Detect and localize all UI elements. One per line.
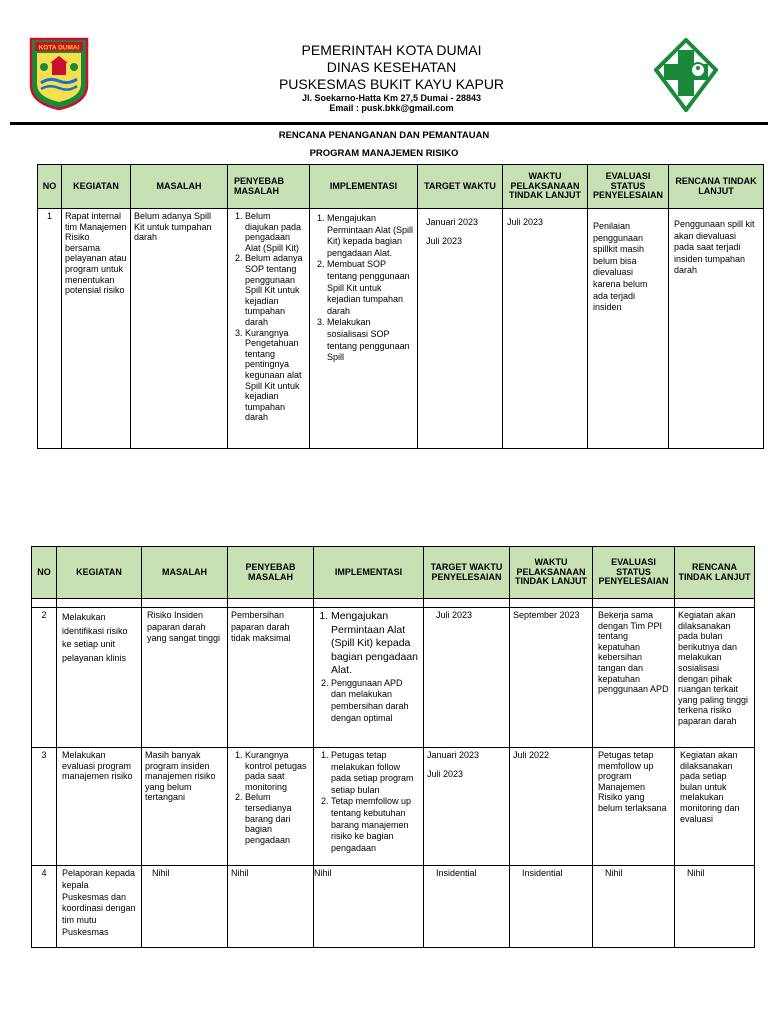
doc-subtitle: PROGRAM MANAJEMEN RISIKO bbox=[309, 148, 459, 159]
cell-rencana: Kegiatan akan dilaksanakan pada setiap bulan untuk melakukan monitoring dan evaluasi bbox=[675, 748, 755, 866]
col-header-implementasi: IMPLEMENTASI bbox=[310, 165, 418, 209]
target-date: Januari 2023 bbox=[426, 217, 479, 227]
col-header-waktu: WAKTU PELAKSANAAN TINDAK LANJUT bbox=[503, 165, 588, 209]
cell-implementasi bbox=[314, 748, 424, 866]
kota-dumai-emblem-icon bbox=[29, 37, 89, 111]
cell-penyebab: Nihil bbox=[228, 866, 314, 948]
list-item: 2. Penggunaan APD dan melakukan pembersihan darah dengan optimal bbox=[331, 678, 420, 725]
cell-penyebab bbox=[228, 209, 310, 449]
col-header-kegiatan: KEGIATAN bbox=[57, 547, 142, 599]
cell-no: 3 bbox=[32, 748, 57, 866]
col-header-penyebab: PENYEBAB MASALAH bbox=[228, 165, 310, 209]
table-row bbox=[32, 748, 755, 866]
cell-no: 1 bbox=[38, 209, 62, 449]
table-header-row bbox=[38, 165, 764, 209]
puskesmas-name: PUSKESMAS BUKIT KAYU KAPUR bbox=[278, 76, 505, 92]
list-item: 2. Belum tersedianya barang dari bagian pengadaan bbox=[245, 792, 310, 845]
cell-kegiatan: Rapat internal tim Manajemen Risiko bersama pelayanan atau program untuk menentukan potensial risiko bbox=[62, 209, 131, 449]
cell-penyebab: Pembersihan paparan darah tidak maksimal bbox=[228, 608, 314, 748]
cell-waktu: Juli 2023 bbox=[503, 209, 588, 449]
list-item: 3. Kurangnya Pengetahuan tentang pentingnya kegunaan alat Spill Kit untuk kejadian tumpahan darah bbox=[245, 328, 306, 423]
list-item: 1. Petugas tetap melakukan follow pada setiap program setiap bulan bbox=[331, 750, 420, 796]
col-header-no: NO bbox=[38, 165, 62, 209]
address: Jl. Soekarno-Hatta Km 27,5 Dumai - 28843 bbox=[301, 93, 482, 103]
cell-no: 4 bbox=[32, 866, 57, 948]
spacer-row bbox=[32, 599, 755, 608]
gov-name: PEMERINTAH KOTA DUMAI bbox=[301, 42, 482, 58]
cell-masalah: Masih banyak program insiden manajemen risiko yang belum tertangani bbox=[142, 748, 228, 866]
cell-kegiatan: Melakukan identifikasi risiko ke setiap unit pelayanan klinis bbox=[57, 608, 142, 748]
target-date: Januari 2023 bbox=[427, 750, 480, 760]
cell-rencana: Nihil bbox=[675, 866, 755, 948]
cell-masalah: Belum adanya Spill Kit untuk tumpahan darah bbox=[131, 209, 228, 449]
cell-target: Juli 2023 bbox=[424, 608, 510, 748]
list-item: 2. Membuat SOP tentang penggunaan Spill Kit untuk kejadian tumpahan darah bbox=[327, 259, 414, 317]
col-header-target: TARGET WAKTU PENYELESAIAN bbox=[424, 547, 510, 599]
target-date: Juli 2023 bbox=[427, 768, 464, 779]
cell-rencana: Penggunaan spill kit akan dievaluasi pada saat terjadi insiden tumpahan darah bbox=[669, 209, 764, 449]
col-header-penyebab: PENYEBAB MASALAH bbox=[228, 547, 314, 599]
cell-implementasi bbox=[310, 209, 418, 449]
list-item: 1. Kurangnya kontrol petugas pada saat monitoring bbox=[245, 750, 310, 792]
cell-evaluasi: Nihil bbox=[593, 866, 675, 948]
cell-evaluasi: Petugas tetap memfollow up program Manajemen Risiko yang belum terlaksana bbox=[593, 748, 675, 866]
col-header-masalah: MASALAH bbox=[142, 547, 228, 599]
cell-rencana: Kegiatan akan dilaksanakan pada bulan berikutnya dan melakukan sosialisasi dengan pihak ruangan terkait yang paling tinggi terkena risiko paparan darah bbox=[675, 608, 755, 748]
col-header-masalah: MASALAH bbox=[131, 165, 228, 209]
cell-implementasi bbox=[314, 608, 424, 748]
col-header-rencana: RENCANA TINDAK LANJUT bbox=[669, 165, 764, 209]
table-header-row bbox=[32, 547, 755, 599]
list-item: 1. Mengajukan Permintaan Alat (Spill Kit) kepada bagian pengadaan Alat. bbox=[331, 610, 420, 678]
col-header-kegiatan: KEGIATAN bbox=[62, 165, 131, 209]
risk-plan-table-1 bbox=[37, 164, 764, 449]
list-item: 3. Melakukan sosialisasi SOP tentang penggunaan Spill bbox=[327, 317, 414, 363]
col-header-evaluasi: EVALUASI STATUS PENYELESAIAN bbox=[593, 547, 675, 599]
cell-target bbox=[424, 748, 510, 866]
email: Email : pusk.bkk@gmail.com bbox=[329, 103, 454, 113]
header-divider bbox=[10, 122, 768, 125]
cell-target bbox=[418, 209, 503, 449]
cell-waktu: Insidential bbox=[510, 866, 593, 948]
cell-masalah: Nihil bbox=[142, 866, 228, 948]
list-item: 2. Belum adanya SOP tentang penggunaan Spill Kit untuk kejadian tumpahan darah bbox=[245, 253, 306, 327]
table-row bbox=[32, 866, 755, 948]
puskesmas-logo-icon bbox=[654, 38, 718, 112]
emblem-text: KOTA DUMAI bbox=[38, 44, 80, 52]
list-item: 1. Belum diajukan pada pengadaan Alat (Spill Kit) bbox=[245, 211, 306, 253]
cell-kegiatan: Melakukan evaluasi program manajemen risiko bbox=[57, 748, 142, 866]
cell-penyebab bbox=[228, 748, 314, 866]
cell-waktu: September 2023 bbox=[510, 608, 593, 748]
col-header-implementasi: IMPLEMENTASI bbox=[314, 547, 424, 599]
col-header-waktu: WAKTU PELAKSANAAN TINDAK LANJUT bbox=[510, 547, 593, 599]
cell-target: Insidential bbox=[424, 866, 510, 948]
cell-masalah: Risiko Insiden paparan darah yang sangat tinggi bbox=[142, 608, 228, 748]
cell-evaluasi: Penilaian penggunaan spillkit masih belum bisa dievaluasi karena belum ada terjadi insiden bbox=[588, 209, 669, 449]
cell-waktu: Juli 2022 bbox=[510, 748, 593, 866]
col-header-target: TARGET WAKTU bbox=[418, 165, 503, 209]
cell-no: 2 bbox=[32, 608, 57, 748]
list-item: 1. Mengajukan Permintaan Alat (Spill Kit) kepada bagian pengadaan Alat. bbox=[327, 213, 414, 259]
office-name: DINAS KESEHATAN bbox=[326, 59, 457, 75]
list-item: 2. Tetap memfollow up tentang kebutuhan barang manajemen risiko ke bagian pengadaan bbox=[331, 796, 420, 854]
risk-plan-table-2 bbox=[31, 546, 755, 948]
cell-evaluasi: Bekerja sama dengan Tim PPI tentang kepatuhan kebersihan tangan dan kepatuhan penggunaan APD bbox=[593, 608, 675, 748]
col-header-no: NO bbox=[32, 547, 57, 599]
table-row bbox=[32, 608, 755, 748]
col-header-rencana: RENCANA TINDAK LANJUT bbox=[675, 547, 755, 599]
cell-implementasi: Nihil bbox=[314, 866, 424, 948]
target-date: Juli 2023 bbox=[426, 235, 463, 246]
table-row bbox=[38, 209, 764, 449]
col-header-evaluasi: EVALUASI STATUS PENYELESAIAN bbox=[588, 165, 669, 209]
doc-title: RENCANA PENANGANAN DAN PEMANTAUAN bbox=[278, 130, 490, 141]
letterhead bbox=[0, 0, 768, 124]
cell-kegiatan: Pelaporan kepada kepala Puskesmas dan koordinasi dengan tim mutu Puskesmas bbox=[57, 866, 142, 948]
